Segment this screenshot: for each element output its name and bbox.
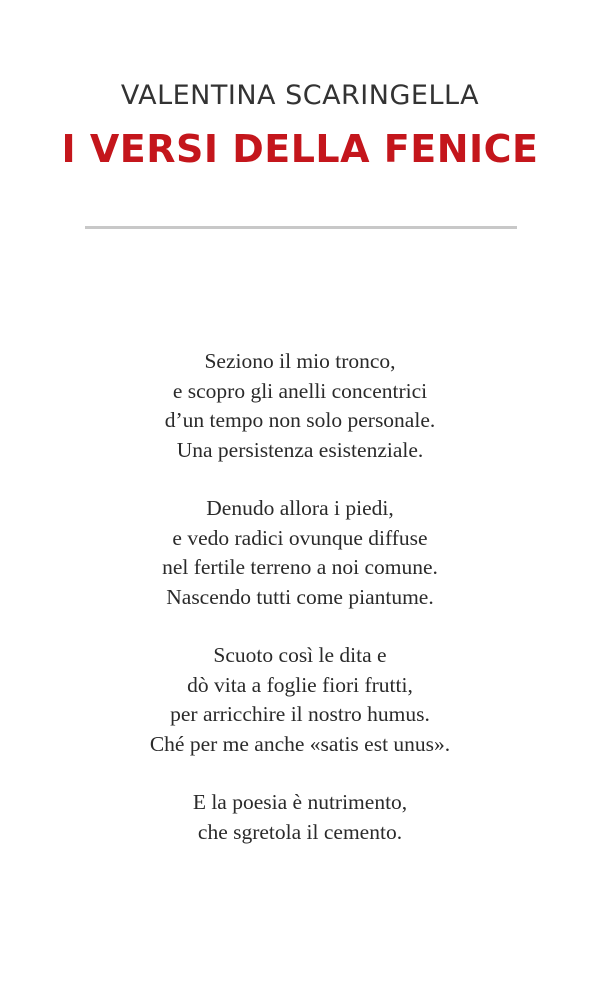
stanza-4 xyxy=(0,788,600,847)
stanza-1 xyxy=(0,347,600,465)
poem-line: Ché per me anche «satis est unus». xyxy=(149,731,451,756)
stanza-3 xyxy=(0,641,600,759)
poem-line: Nascendo tutti come piantume. xyxy=(166,584,434,609)
poem-line: dò vita a foglie fiori frutti, xyxy=(187,672,413,697)
author-name: VALENTINA SCARINGELLA xyxy=(120,80,480,111)
poem-line: Scuoto così le dita e xyxy=(213,643,387,667)
poem-line: Denudo allora i piedi, xyxy=(206,496,394,520)
poem-line: e vedo radici ovunque diffuse xyxy=(172,525,428,550)
poem-line: per arricchire il nostro humus. xyxy=(170,702,430,726)
poem-line: e scopro gli anelli concentrici xyxy=(172,378,428,403)
poem-line: nel fertile terreno a noi comune. xyxy=(162,555,438,579)
poem-line: E la poesia è nutrimento, xyxy=(192,790,408,814)
poem xyxy=(0,347,600,876)
poem-line: che sgretola il cemento. xyxy=(197,819,403,844)
stanza-2 xyxy=(0,494,600,612)
poem-line: d’un tempo non solo personale. xyxy=(164,408,436,432)
divider-rule xyxy=(85,226,517,229)
poem-line: Una persistenza esistenziale. xyxy=(176,437,424,462)
poem-line: Seziono il mio tronco, xyxy=(204,349,396,373)
book-title: I VERSI DELLA FENICE xyxy=(61,127,539,171)
